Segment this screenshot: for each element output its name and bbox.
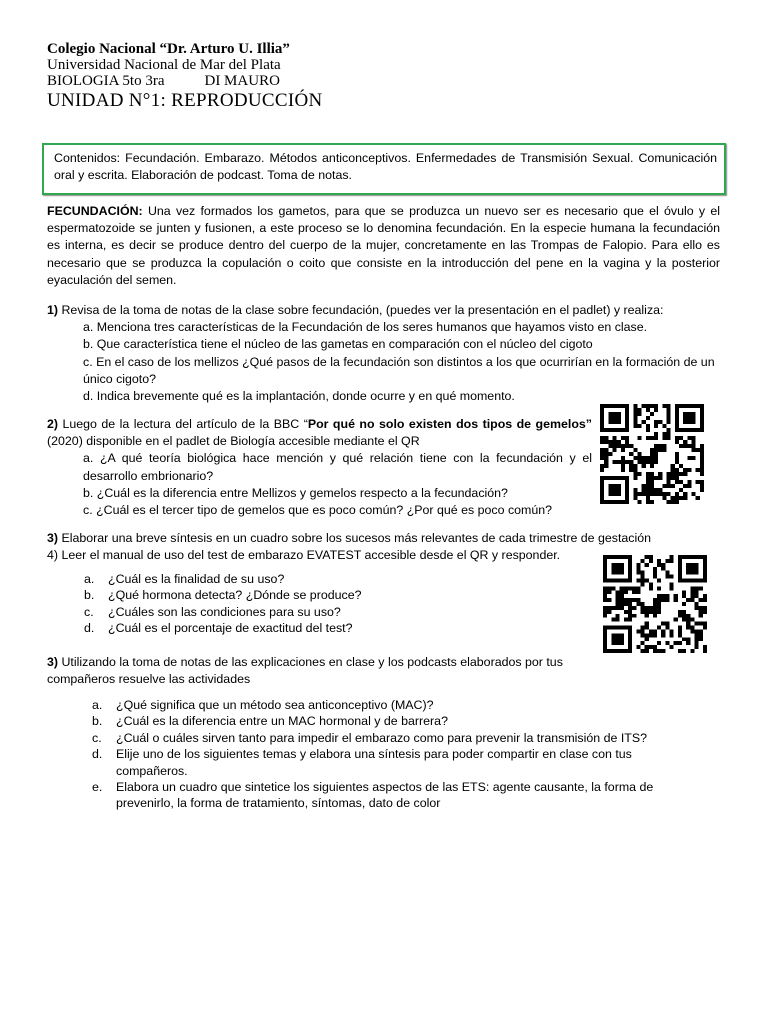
- question-3-gestation: [47, 530, 720, 547]
- question-1-item-b: b. Que característica tiene el núcleo de las gametas en comparación con el núcleo del cigoto: [83, 337, 593, 352]
- contents-box: [42, 143, 726, 195]
- question-1: [47, 302, 720, 405]
- university-name: Universidad Nacional de Mar del Plata: [47, 57, 281, 73]
- list-item-text: ¿Cuál o cuáles sirven tanto para impedir el embarazo como para prevenir la transmisión de ITS?: [116, 730, 647, 745]
- list-marker: a.: [84, 572, 95, 586]
- question-1-prompt: [47, 302, 720, 319]
- question-1-item-a: a. Menciona tres características de la Fecundación de los seres humanos que hayamos visto en clase.: [83, 320, 648, 335]
- list-item-text: ¿Cuál es la diferencia entre un MAC hormonal y de barrera?: [116, 714, 448, 729]
- qr-code-dinosaur-icon[interactable]: [600, 404, 704, 504]
- question-3b-item: [92, 697, 692, 713]
- question-2-number: 2): [47, 417, 59, 431]
- list-marker: b.: [84, 588, 95, 603]
- list-item-text: ¿Cuál es el porcentaje de exactitud del test?: [108, 621, 353, 636]
- qr-code-graphic: [600, 404, 704, 504]
- list-marker: b.: [92, 714, 103, 729]
- course-line: [47, 73, 647, 89]
- question-3-contraception: [47, 654, 592, 688]
- teacher-name: DI MAURO: [204, 73, 280, 89]
- fecundacion-text: Una vez formados los gametos, para que se produzca un nuevo ser es necesario que el óvulo y el espermatozoide se junten y fusionen, a este proceso se lo denomina fecundación. En la especie humana la fecundación es interna, es decir se produce dentro del cuerpo de la mujer, concretamente en las Trompas de Falopio. Para ello es necesario que se produzca la copulación o coito que consiste en la introducción del pene en la vagina y la posterior eyaculación del semen.: [47, 204, 720, 287]
- list-marker: d.: [84, 621, 95, 636]
- list-marker: d.: [92, 747, 103, 762]
- question-1-item-c: c. En el caso de los mellizos ¿Qué pasos de la fecundación son distintos a los que ocurrirían en la formación de un único cigoto?: [83, 354, 715, 386]
- fecundacion-paragraph: [47, 203, 720, 289]
- question-3b-item: [92, 730, 692, 746]
- unit-title: UNIDAD N°1: REPRODUCCIÓN: [47, 90, 323, 111]
- question-2: [47, 416, 592, 519]
- list-item-text: Elabora un cuadro que sintetice los siguientes aspectos de las ETS: agente causante, la forma de prevenirlo, la forma de tratamiento, síntomas, dato de color: [116, 780, 654, 811]
- question-3b-list: [92, 697, 692, 812]
- qr-code-dinosaur-icon[interactable]: [603, 555, 707, 653]
- question-3b-number: 3): [47, 655, 59, 669]
- list-marker: e.: [92, 780, 103, 795]
- question-1-item-d: d. Indica brevemente qué es la implantación, donde ocurre y en qué momento.: [83, 389, 515, 404]
- question-4-item: [84, 604, 524, 620]
- list-marker: a.: [92, 698, 103, 712]
- list-item-text: ¿Cuáles son las condiciones para su uso?: [108, 604, 341, 619]
- question-4-item: [84, 587, 524, 603]
- list-item-text: ¿Qué significa que un método sea anticonceptivo (MAC)?: [116, 698, 434, 712]
- question-1-text: Revisa de la toma de notas de la clase sobre fecundación, (puedes ver la presentación en el padlet) y realiza:: [58, 303, 664, 317]
- question-3-text: Elaborar una breve síntesis en un cuadro sobre los sucesos más relevantes de cada trimestre de gestación: [58, 531, 652, 545]
- question-3-number: 3): [47, 531, 59, 545]
- document-header: [47, 41, 647, 112]
- list-item-text: ¿Cuál es la finalidad de su uso?: [108, 572, 285, 586]
- contents-text: Contenidos: Fecundación. Embarazo. Métodos anticonceptivos. Enfermedades de Transmisión Sexual. Comunicación oral y escrita. Elaboración de podcast. Toma de notas.: [54, 151, 717, 182]
- question-4-item: [84, 620, 524, 636]
- question-4-prompt: 4) Leer el manual de uso del test de embarazo EVATEST accesible desde el QR y responder.: [47, 548, 561, 562]
- question-3b-text: Utilizando la toma de notas de las explicaciones en clase y los podcasts elaborados por tus compañeros resuelve las actividades: [47, 655, 563, 687]
- list-item-text: ¿Qué hormona detecta? ¿Dónde se produce?: [108, 588, 362, 603]
- question-2-text-after: (2020) disponible en el padlet de Biología accesible mediante el QR: [47, 434, 420, 449]
- list-marker: c.: [92, 730, 102, 745]
- fecundacion-label: FECUNDACIÓN:: [47, 204, 143, 218]
- question-4-list: [84, 571, 524, 637]
- question-2-prompt: [47, 416, 592, 450]
- question-3b-item: [92, 713, 692, 729]
- question-2-item-a: a. ¿A qué teoría biológica hace mención y qué relación tiene con la fecundación y el desarrollo embrionario?: [83, 451, 592, 483]
- list-item-text: Elije uno de los siguientes temas y elabora una síntesis para poder compartir en clase con tus compañeros.: [116, 747, 632, 778]
- course-name: BIOLOGIA 5to 3ra: [47, 73, 165, 89]
- question-2-item-c: c. ¿Cuál es el tercer tipo de gemelos que es poco común? ¿Por qué es poco común?: [83, 503, 553, 518]
- question-3b-item: [92, 779, 692, 812]
- question-3b-item: [92, 746, 692, 779]
- school-name: Colegio Nacional “Dr. Arturo U. Illia”: [47, 41, 290, 57]
- list-marker: c.: [84, 604, 94, 619]
- question-2-article-title: Por qué no solo existen dos tipos de gemelos”: [307, 417, 592, 431]
- question-2-item-b: b. ¿Cuál es la diferencia entre Mellizos y gemelos respecto a la fecundación?: [83, 485, 508, 500]
- question-4-item: [84, 571, 524, 587]
- question-2-text-before: Luego de la lectura del artículo de la BBC “: [58, 417, 308, 431]
- qr-code-graphic: [603, 555, 707, 653]
- question-1-number: 1): [47, 303, 59, 317]
